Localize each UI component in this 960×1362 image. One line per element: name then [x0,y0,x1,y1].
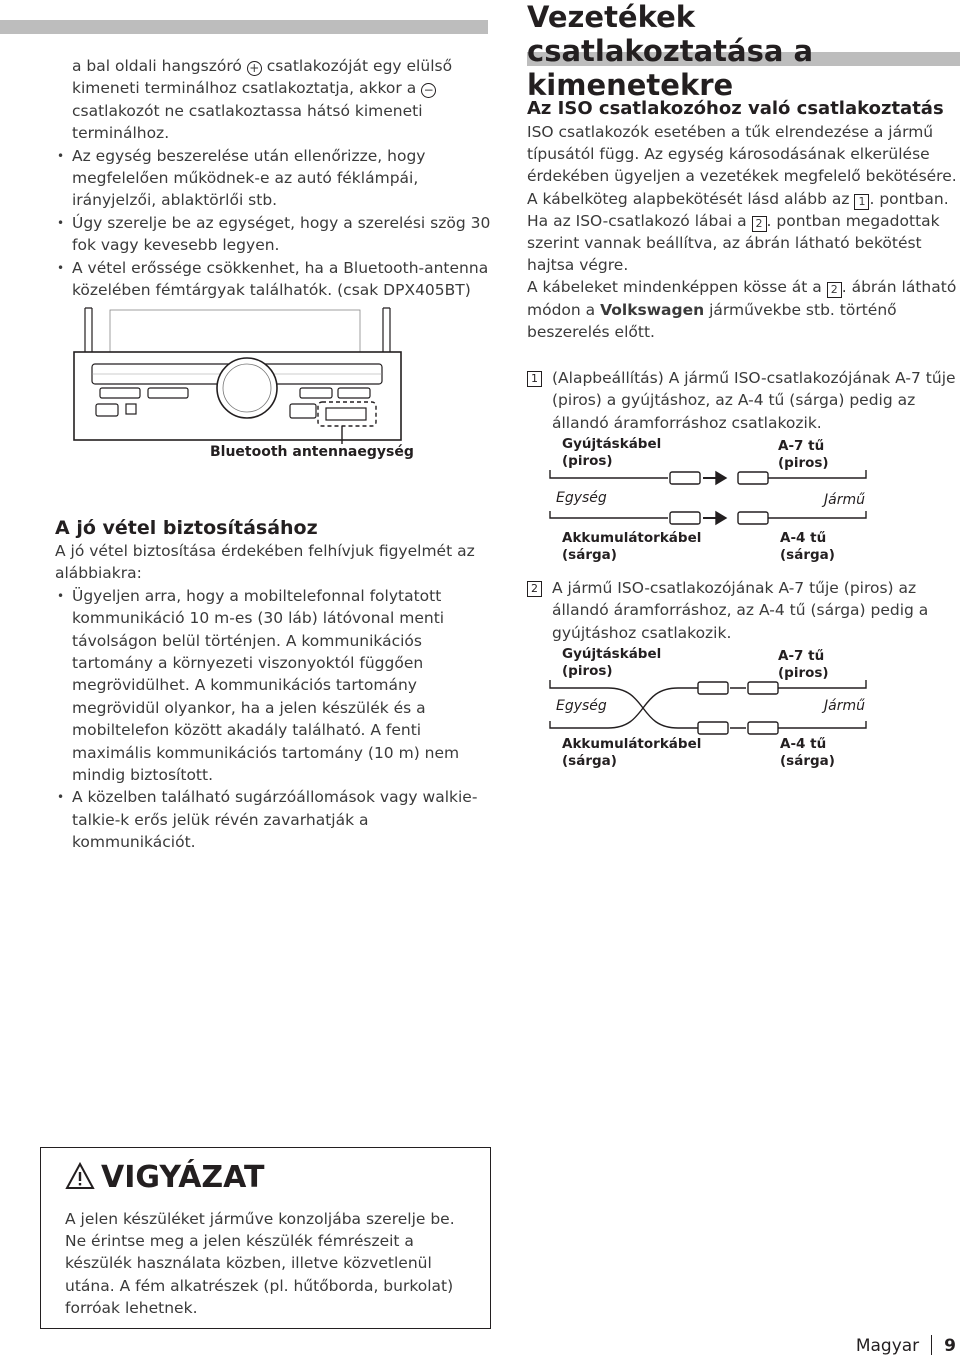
caution-text: A jelen készüléket járműve konzoljába szerelje be. Ne érintse meg a jelen készülék fémrészeit a készülék használata közben, illetve közvetlenül utána. A fém alkatrészek (pl. hűtőborda, burkolat) forróak lehetnek. [65,1210,455,1317]
a7-label-line2: (piros) [778,665,829,681]
step-2 [527,577,959,644]
wiring-diagram-crossed [548,646,908,769]
a4-label-line2: (sárga) [780,547,835,563]
battery-label [562,530,701,564]
brand-name: Volkswagen [600,300,705,319]
vehicle-label: Jármű [824,698,865,714]
battery-label-line1: Akkumulátorkábel [562,530,702,546]
page-footer [856,1335,956,1356]
iso-text: járművekbe stb. történő beszerelés előtt. [527,300,897,341]
bullet-item: • Az egység beszerelése után ellenőrizze, hogy megfelelően működnek-e az autó féklámpái, irányjelzői, ablaktörlői stb. [55,145,495,212]
unit-label: Egység [556,490,607,506]
a4-label-line2: (sárga) [780,753,835,769]
bullet-item: • A közelben található sugárzóállomások vagy walkie-talkie-k erős jelük révén zavarhatják a kommunikációt. [55,786,495,853]
page-title: Vezetékek csatlakoztatása a kimenetekre [527,0,814,102]
a4-label [780,530,835,564]
bullet-item: • Úgy szerelje be az egységet, hogy a szerelési szög 30 fok vagy kevesebb legyen. [55,212,495,257]
a4-label-line1: A-4 tű [780,530,827,546]
vehicle-label: Jármű [824,492,865,508]
iso-text: . pontban megadottak szerint vannak beállítva, az ábrán látható bekötést hajtsa végre. [527,211,940,275]
ignition-label [562,436,661,470]
ignition-label-line1: Gyújtáskábel [562,436,662,452]
step-number-box: 2 [827,282,842,298]
installation-notes [55,55,495,301]
ignition-label-line2: (piros) [562,663,613,679]
iso-heading: Az ISO csatlakozóhoz való csatlakoztatás [527,98,944,119]
minus-terminal-icon: − [421,83,436,98]
battery-label-line1: Akkumulátorkábel [562,736,702,752]
language-label: Magyar [855,1336,920,1356]
good-reception-heading: A jó vétel biztosításához [55,517,318,539]
page-number: 9 [944,1336,956,1356]
speaker-note-part2: csatlakozóját egy elülső kimeneti terminálhoz csatlakoztatja, akkor a [72,57,453,98]
head-unit-illustration [70,304,405,444]
caution-title [65,1160,265,1195]
step-number-box: 2 [752,216,767,232]
battery-label-line2: (sárga) [562,547,617,563]
a7-label [778,438,829,472]
bluetooth-antenna-label: Bluetooth antennaegység [210,444,414,460]
battery-label-line2: (sárga) [562,753,617,769]
installation-bullets [55,145,495,302]
ignition-label [562,646,661,680]
speaker-note-part3: csatlakozót ne csatlakoztassa hátsó kimeneti terminálhoz. [72,101,423,143]
caution-box [40,1147,491,1329]
a7-label-line1: A-7 tű [778,648,825,664]
caution-title-text: VIGYÁZAT [101,1160,265,1195]
a7-label-line2: (piros) [778,455,829,471]
step-number-box: 1 [854,194,869,210]
step-number-box: 1 [527,371,542,387]
iso-text: ISO csatlakozók esetében a tűk elrendezése a jármű típusától függ. Az egység károsodásának elkerülése érdekében ügyeljen a vezetékek megfelelő bekötésére. A kábelköteg alapbekötését lásd alább az [527,123,957,208]
iso-text: A kábeleket mindenképpen kösse át a [527,278,822,297]
iso-paragraph [527,121,959,343]
plus-terminal-icon: + [247,61,262,76]
unit-label: Egység [556,698,607,714]
step-2-text: A jármű ISO-csatlakozójának A-7 tűje (piros) az állandó áramforráshoz, az A-4 tű (sárga) pedig a gyújtáshoz csatlakozik. [552,579,929,642]
ignition-label-line1: Gyújtáskábel [562,646,662,662]
a4-label-line1: A-4 tű [780,736,827,752]
iso-text: . pontban. Ha az ISO-csatlakozó lábai a [527,189,949,230]
good-reception-section [55,516,495,854]
good-reception-bullets [55,585,495,854]
good-reception-intro: A jó vétel biztosítása érdekében felhívjuk figyelmét az alábbiakra: [55,542,475,583]
iso-section [527,97,959,343]
a7-label-line1: A-7 tű [778,438,825,454]
step-number-box: 2 [527,581,542,597]
iso-text: . ábrán látható módon a [527,278,957,319]
a7-label [778,648,829,682]
speaker-note [72,55,495,145]
footer-separator [931,1335,932,1355]
bullet-item: • A vétel erőssége csökkenhet, ha a Bluetooth-antenna közelében fémtárgyak találhatók. (csak DPX405BT) [55,257,495,302]
warning-icon [65,1162,95,1190]
bullet-item: • Ügyeljen arra, hogy a mobiltelefonnal folytatott kommunikáció 10 m-es (30 láb) látóvonal menti távolságon belül történjen. A kommunikációs tartomány a környezeti viszonyoktól függően megrövidülhet. A kommunikációs tartomány megrövidül olyankor, ha a jelen készülék és a mobiltelefon között akadály található. A fenti maximális kommunikációs tartomány (10 m) nem mindig biztosított. [55,585,495,787]
left-header-bar [0,20,488,34]
step-1-text: (Alapbeállítás) A jármű ISO-csatlakozójának A-7 tűje (piros) a gyújtáshoz, az A-4 tű (sárga) pedig az állandó áramforráshoz csatlakozik. [552,369,956,432]
speaker-note-part1: a bal oldali hangszóró [72,57,242,75]
a4-label [780,736,835,770]
wiring-diagram-default [548,436,908,563]
battery-label [562,736,701,770]
ignition-label-line2: (piros) [562,453,613,469]
step-1 [527,367,959,434]
